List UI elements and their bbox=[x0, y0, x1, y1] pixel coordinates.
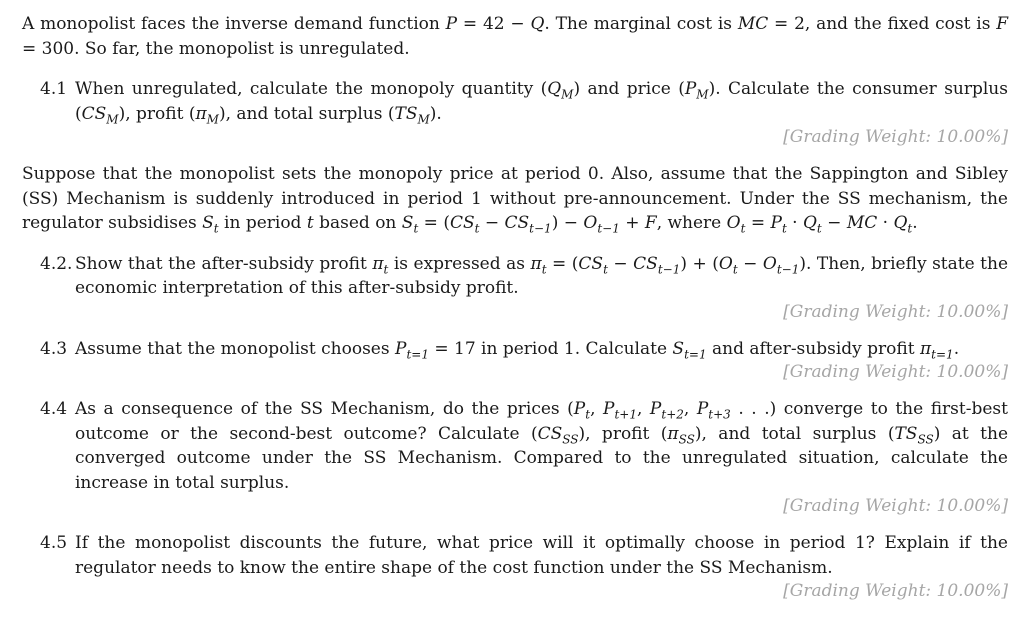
grading-weight: [Grading Weight: 10.00%] bbox=[783, 127, 1008, 147]
question-number: 4.1 bbox=[40, 79, 68, 99]
question-number: 4.4 bbox=[40, 399, 68, 419]
question-text: If the monopolist discounts the future, what price will it optimally choose in period 1? Explain if the regulator needs to know the entire shape of the cost function under the SS Mechanism. bbox=[75, 533, 1008, 578]
question-number: 4.2. bbox=[40, 253, 73, 274]
grading-weight: [Grading Weight: 10.00%] bbox=[783, 362, 1008, 382]
question-4-2 bbox=[22, 252, 1008, 301]
intro-paragraph: A monopolist faces the inverse demand function P = 42 − Q. The marginal cost is MC = 2, and the fixed cost is F = 300. So far, the monopolist is unregulated. bbox=[22, 14, 1009, 59]
question-4-4 bbox=[22, 397, 1008, 495]
question-4-5 bbox=[22, 531, 1008, 580]
document-page bbox=[22, 12, 1008, 602]
question-4-1 bbox=[22, 77, 1008, 126]
question-text: Assume that the monopolist chooses $P_{t=1} = 17$ in period 1. Calculate $S_{t=1}$ and after-subsidy profit $\pi_{t=1}$. bbox=[75, 338, 960, 361]
question-4-3 bbox=[22, 337, 1008, 362]
grading-weight: [Grading Weight: 10.00%] bbox=[783, 581, 1008, 601]
question-text: As a consequence of the SS Mechanism, do the prices ($P_t$, $P_{t+1}$, $P_{t+2}$, $P_{t+3}$ . . .) converge to the first-best outcome or the second-best outcome? Calculate $(CS_{SS})$, profit $(\pi_{SS})$, and total surplus $(TS_{SS})$ at the converged outcome under the SS Mechanism. Compared to the unregulated situation, calculate the increase in total surplus. bbox=[75, 399, 1009, 493]
grading-weight: [Grading Weight: 10.00%] bbox=[783, 301, 1008, 322]
question-text: Show that the after-subsidy profit $\pi_t$ is expressed as $\pi_t = (CS_t - CS_{t-1}) + (O_t - O_{t-1})$. Then, briefly state the economic interpretation of this after-subsidy profit. bbox=[75, 253, 1008, 298]
question-text: When unregulated, calculate the monopoly quantity $(Q_M)$ and price $(P_M)$. Calculate the consumer surplus $(CS_M)$, profit $(\pi_M)$, and total surplus $(TS_M)$. bbox=[75, 79, 1008, 126]
question-number: 4.3 bbox=[40, 338, 68, 359]
question-number: 4.5 bbox=[40, 533, 68, 553]
setup-paragraph: Suppose that the monopolist sets the monopoly price at period 0. Also, assume that the Sappington and Sibley (SS) Mechanism is suddenly introduced in period 1 without pre-announcement. Under the SS mechanism, the regulator subsidises $S_t$ in period t based on $S_t = (CS_t - CS_{t-1}) - O_{t-1} + F$, where $O_t = P_t \cdot Q_t$ − MC · $Q_t$. bbox=[22, 164, 1008, 236]
grading-weight: [Grading Weight: 10.00%] bbox=[783, 496, 1008, 516]
